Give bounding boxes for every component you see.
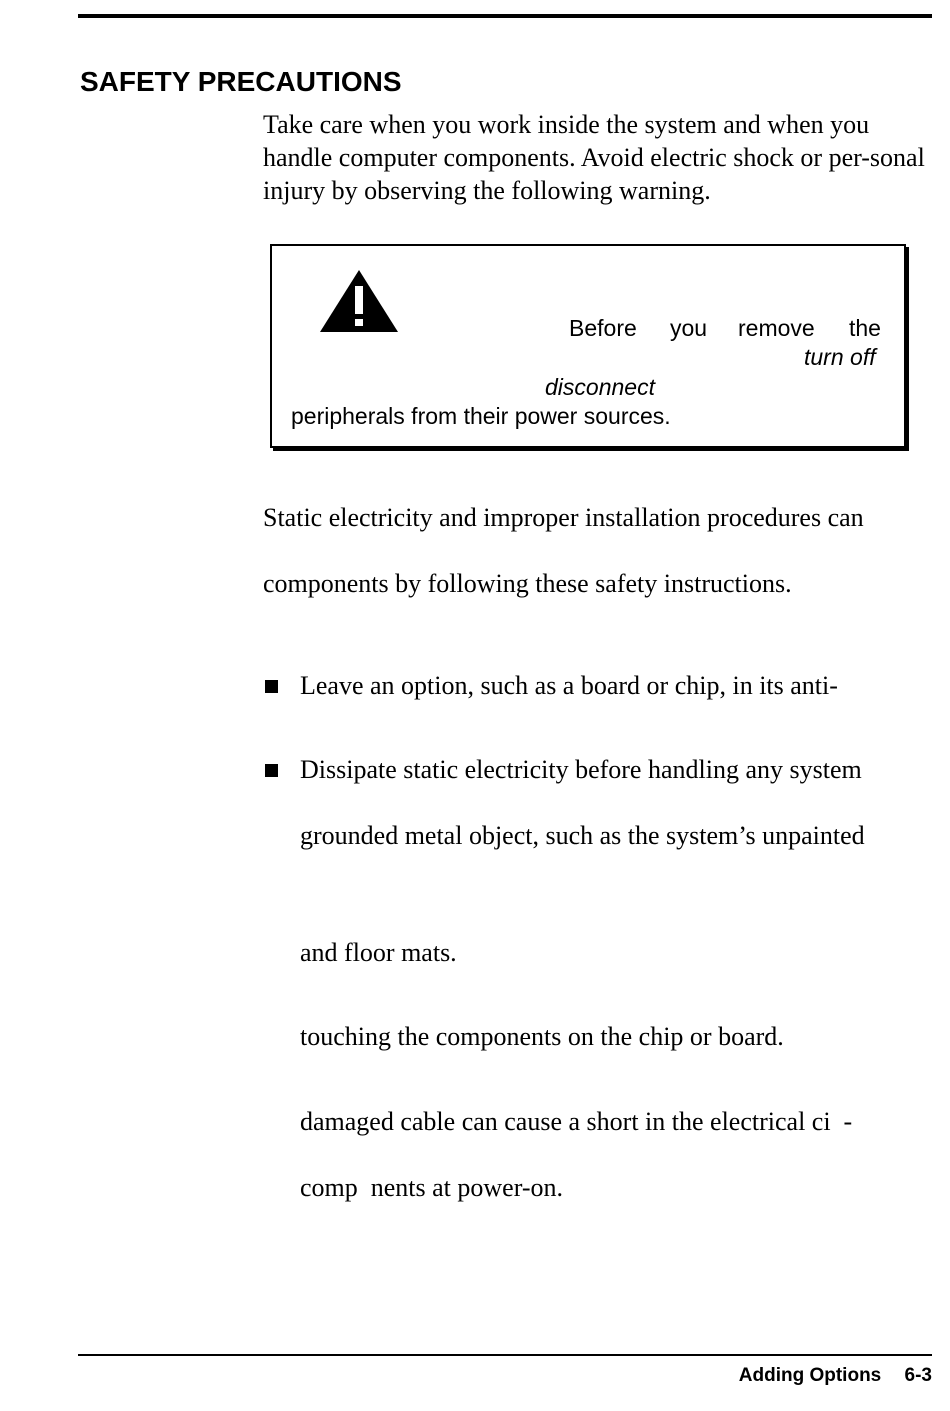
warning-word-4: the [849, 315, 881, 341]
intro-paragraph: Take care when you work inside the system and when you handle computer components. Avoid electric shock or per-sonal injury by observing the following warning. [263, 110, 925, 205]
bullet-item-1: Leave an option, such as a board or chip, in its anti- [300, 671, 838, 700]
warning-word-1: Before [569, 315, 637, 341]
bottom-rule [78, 1354, 932, 1356]
top-rule [78, 14, 932, 18]
continuation-line-2: and floor mats. [300, 938, 457, 967]
static-line-2: components by following these safety instructions. [263, 569, 792, 598]
bullet-item-2: Dissipate static electricity before handling any system [300, 755, 862, 784]
static-line-1: Static electricity and improper installation procedures can [263, 503, 864, 532]
continuation-line-1: grounded metal object, such as the system’s unpainted [300, 821, 865, 850]
warning-peripherals-line: peripherals from their power sources. [291, 403, 671, 429]
footer-page-number: 6-3 [904, 1365, 932, 1386]
footer-section-name: Adding Options [738, 1365, 882, 1386]
continuation-line-5: comp nents at power-on. [300, 1173, 564, 1202]
warning-disconnect: disconnect [545, 374, 655, 400]
warning-triangle-icon [318, 268, 400, 334]
section-heading: SAFETY PRECAUTIONS [80, 66, 402, 97]
page-footer [739, 1365, 932, 1387]
warning-word-2: you [670, 315, 708, 341]
warning-word-3: remove [738, 315, 815, 341]
continuation-line-4: damaged cable can cause a short in the electrical ci - [300, 1107, 853, 1136]
bullet-icon [265, 764, 278, 777]
bullet-icon [265, 680, 278, 693]
warning-turn-off: turn off [804, 344, 876, 370]
continuation-line-3: touching the components on the chip or board. [300, 1022, 784, 1051]
warning-box [270, 244, 906, 448]
